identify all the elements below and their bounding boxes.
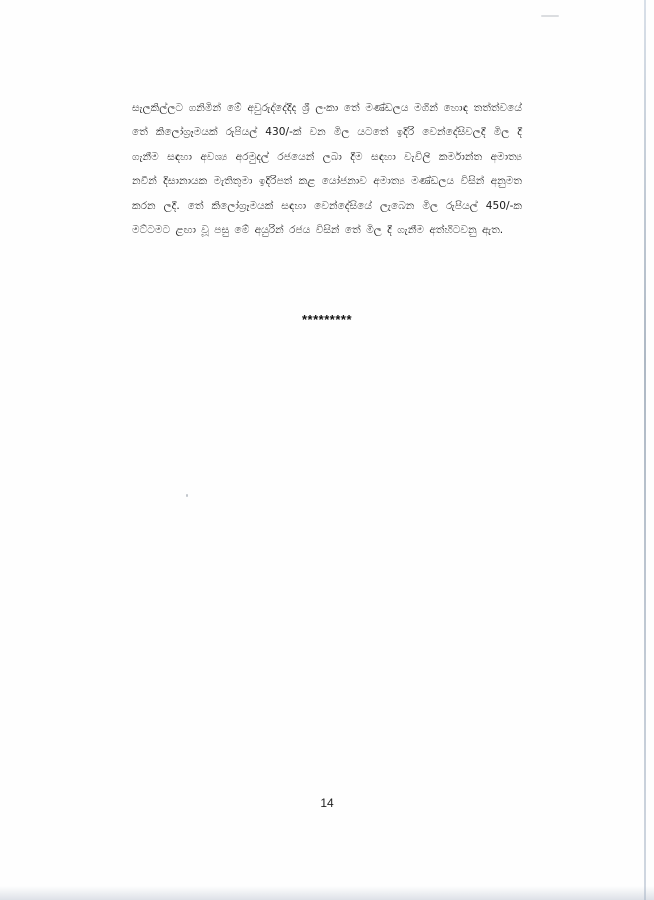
page-edge-shadow [644,0,646,900]
section-separator: ********* [301,312,353,327]
page-bottom-shadow [0,886,654,900]
page-number: 14 [320,796,334,810]
scan-speck [541,15,559,17]
scan-speck [186,494,188,497]
body-paragraph: සැලකිල්ලට ගනිමින් මේ අවුරුද්දේදීද ශ්‍රී ලංකා තේ මණ්ඩලය මගින් හොඳ තත්ත්වයේ තේ කිලෝග්‍රෑමයක් රුපියල් 430/-ක් වන මිල යටතේ ඉදිරි වෙන්දේසිවලදී මිල දී ගැනීම සඳහා අවශ්‍ය අරමුදල් රජයෙන් ලබා දීම සඳහා වැවිලි කර්මාන්ත අමාත්‍ය නවීන් දිසානායක මැතිතුමා ඉදිරිපත් කළ යෝජනාව අමාත්‍ය මණ්ඩලය විසින් අනුමත කරන ලදී. තේ කිලෝග්‍රෑමයක් සඳහා වෙන්දේසියේ ලැබෙන මිල රුපියල් 450/-ක මට්ටමට ළඟා වූ පසු මේ අයුරින් රජය විසින් තේ මිල දී ගැනීම අත්හිටවනු ඇත. [132,102,522,237]
